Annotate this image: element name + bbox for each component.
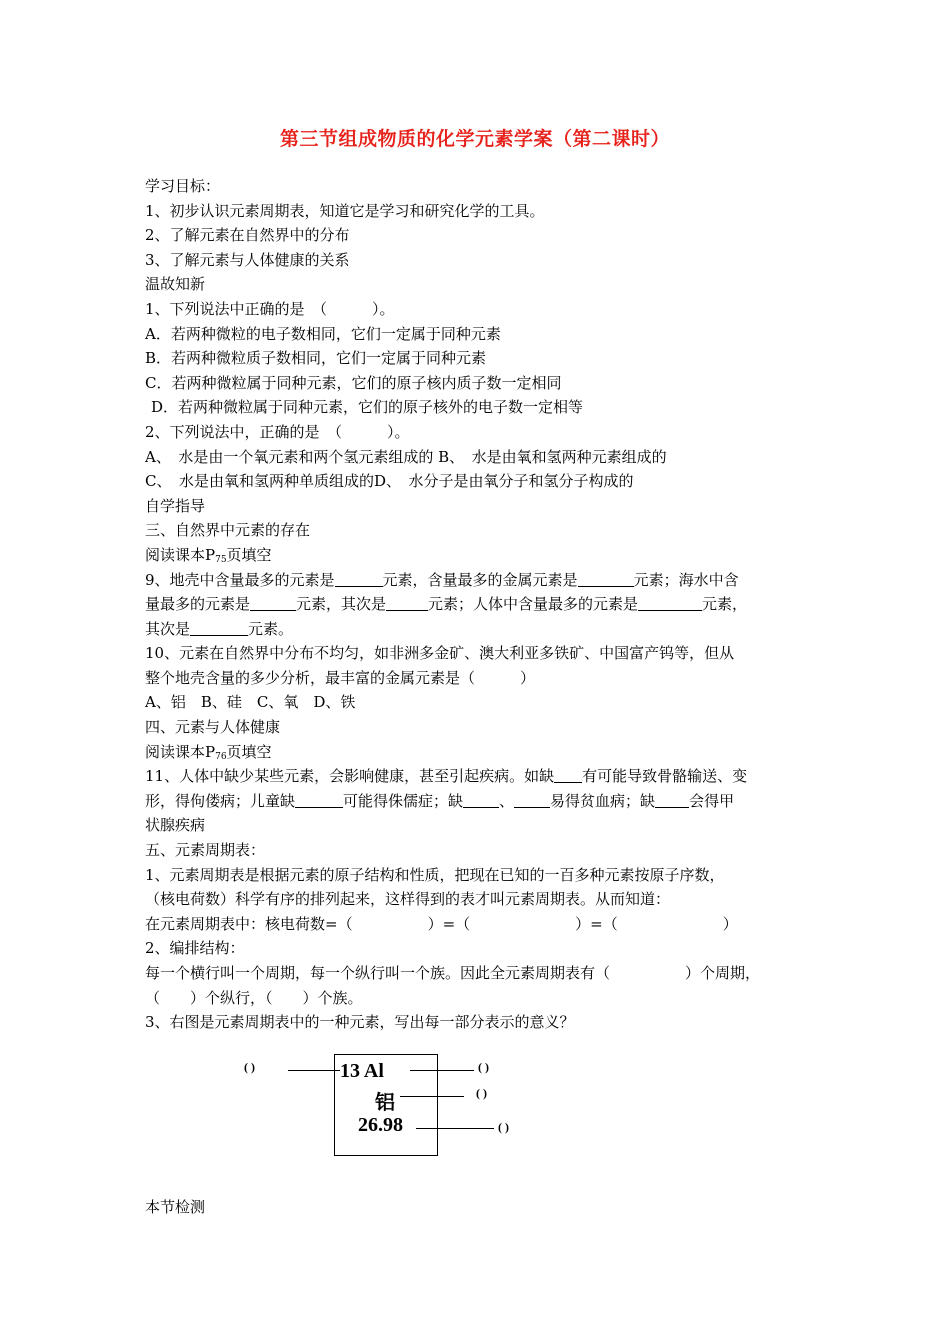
question-11-line-3: 状腺疾病 [145, 816, 206, 835]
answer-blank-atomic-number[interactable]: ( ) [244, 1060, 255, 1074]
question-1-option-b: B．若两种微粒质子数相同，它们一定属于同种元素 [145, 349, 487, 368]
answer-blank[interactable] [638, 594, 702, 611]
self-study-heading: 自学指导 [145, 496, 206, 515]
question-11-line-1: 11、人体中缺少某些元素，会影响健康，甚至引起疾病。如缺 有可能导致骨骼输送、变 [145, 767, 748, 786]
section-3-heading: 三、自然界中元素的存在 [145, 521, 311, 540]
question-2-options-cd: C、 水是由氧和氢两种单质组成的D、 水分子是由氧分子和氢分子构成的 [145, 472, 634, 491]
pointer-line [400, 1096, 464, 1097]
element-number-symbol: 13 Al [340, 1060, 384, 1082]
question-11-line-2: 形，得佝偻病；儿童缺 可能得侏儒症；缺 、 易得贫血病；缺 会得甲 [145, 791, 735, 810]
periodic-table-paragraph-line-2: （核电荷数）科学有序的排列起来，这样得到的表才叫元素周期表。从而知道： [145, 890, 671, 909]
objective-item: 3、了解元素与人体健康的关系 [145, 250, 350, 269]
answer-blank-symbol[interactable]: ( ) [478, 1060, 489, 1074]
answer-blank-mass[interactable]: ( ) [498, 1120, 509, 1134]
section-5-heading: 五、元素周期表： [145, 841, 266, 860]
element-question: 3、右图是元素周期表中的一种元素，写出每一部分表示的意义？ [145, 1013, 575, 1032]
review-heading: 温故知新 [145, 275, 206, 294]
answer-blank[interactable] [655, 791, 689, 808]
question-2: 2、下列说法中，正确的是 （ ）。 [145, 422, 410, 441]
element-card-diagram [240, 1050, 600, 1160]
answer-blank[interactable] [190, 619, 248, 636]
question-1-option-d: D．若两种微粒属于同种元素，它们的原子核外的电子数一定相等 [151, 398, 584, 417]
worksheet-body [145, 174, 815, 1035]
question-9-line-2: 量最多的元素是 元素，其次是 元素；人体中含量最多的元素是 元素， [145, 595, 748, 614]
answer-blank[interactable] [554, 766, 582, 783]
question-10-line-1: 10、元素在自然界中分布不均匀，如非洲多金矿、澳大利亚多铁矿、中国富产钨等，但从 [145, 644, 735, 663]
question-1: 1、下列说法中正确的是 （ ）。 [145, 299, 395, 318]
pointer-line [288, 1070, 340, 1071]
structure-heading: 2、编排结构： [145, 939, 245, 958]
question-1-option-c: C．若两种微粒属于同种元素，它们的原子核内质子数一定相同 [145, 373, 562, 392]
objectives-heading: 学习目标： [145, 177, 221, 195]
periodic-table-paragraph-line-1: 1、元素周期表是根据元素的原子结构和性质，把现在已知的一百多种元素按原子序数， [145, 865, 725, 884]
structure-line-1: 每一个横行叫一个周期，每一个纵行叫一个族。因此全元素周期表有（ ）个周期， [145, 964, 761, 982]
element-name: 铝 [375, 1090, 395, 1114]
answer-blank[interactable] [295, 791, 343, 808]
section-check-heading: 本节检测 [145, 1198, 206, 1216]
objective-item: 1、初步认识元素周期表，知道它是学习和研究化学的工具。 [145, 201, 545, 220]
question-2-options-ab: A、 水是由一个氧元素和两个氢元素组成的 B、 水是由氧和氢两种元素组成的 [145, 447, 667, 466]
answer-blank[interactable] [463, 791, 499, 808]
question-9-line-3: 其次是 元素。 [145, 619, 294, 638]
periodic-table-paragraph-line-3: 在元素周期表中：核电荷数=（ ）=（ ）=（ ） [145, 914, 738, 933]
question-10-options: A、铝 B、硅 C、氧 D、铁 [145, 693, 356, 712]
question-9-line-1: 9、地壳中含量最多的元素是 元素，含量最多的金属元素是 元素；海水中含 [145, 570, 739, 589]
structure-line-2: （ ）个纵行，（ ）个族。 [145, 988, 363, 1007]
answer-blank[interactable] [578, 570, 634, 587]
answer-blank[interactable] [514, 791, 550, 808]
section-4-heading: 四、元素与人体健康 [145, 718, 281, 737]
answer-blank[interactable] [386, 594, 428, 611]
objective-item: 2、了解元素在自然界中的分布 [145, 226, 350, 245]
pointer-line [410, 1070, 474, 1071]
read-textbook-p76: 阅读课本$P_{76}$页填空 [145, 742, 272, 762]
answer-blank-name[interactable]: ( ) [476, 1086, 487, 1100]
answer-blank[interactable] [250, 594, 296, 611]
pointer-line [416, 1128, 494, 1129]
question-10-line-2: 整个地壳含量的多少分析，最丰富的金属元素是（ ） [145, 668, 536, 687]
read-textbook-p75: 阅读课本$P_{75}$页填空 [145, 545, 272, 565]
page-title: 第三节组成物质的化学元素学案（第二课时） [279, 128, 670, 150]
element-atomic-mass: 26.98 [358, 1114, 403, 1136]
answer-blank[interactable] [335, 570, 383, 587]
question-1-option-a: A．若两种微粒的电子数相同，它们一定属于同种元素 [145, 324, 501, 343]
